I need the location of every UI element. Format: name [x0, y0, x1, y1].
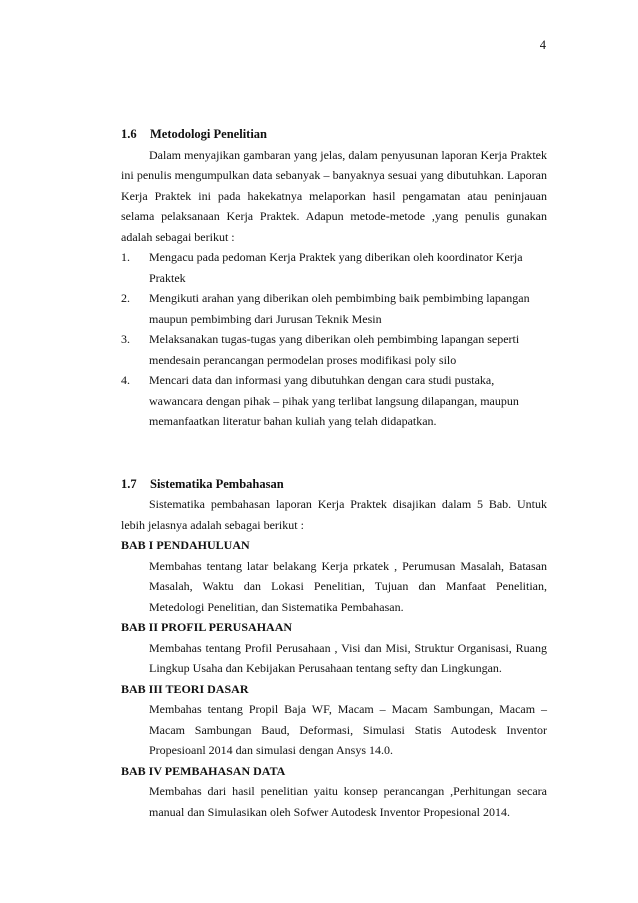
methodology-list — [121, 247, 547, 432]
page-number: 4 — [539, 38, 546, 52]
list-item — [121, 247, 547, 288]
chapter-title: BAB IV PEMBAHASAN DATA — [121, 763, 286, 778]
list-item-text: Mencari data dan informasi yang dibutuhkan dengan cara studi pustaka, wawancara dengan pihak – pihak yang terlibat langsung dilapangan, maupun memanfaatkan literatur bahan kuliah yang telah didapatkan. — [149, 373, 519, 428]
chapter-title: BAB III TEORI DASAR — [121, 681, 249, 696]
section-1-7-intro: Sistematika pembahasan laporan Kerja Praktek disajikan dalam 5 Bab. Untuk lebih jelasnya adalah sebagai berikut : — [121, 497, 547, 532]
chapter-description: Membahas tentang latar belakang Kerja prkatek , Perumusan Masalah, Batasan Masalah, Waktu dan Lokasi Penelitian, Tujuan dan Manfaat Penelitian, Metedologi Penelitian, dan Sistematika Pembahasan. — [149, 558, 547, 614]
section-number: 1.7 — [121, 476, 137, 491]
chapter-title: BAB II PROFIL PERUSAHAAN — [121, 620, 293, 634]
list-marker: 1. — [121, 250, 130, 264]
list-item-text: Mengikuti arahan yang diberikan oleh pembimbing baik pembimbing lapangan maupun pembimbing dari Jurusan Teknik Mesin — [149, 291, 530, 326]
list-marker: 3. — [121, 332, 130, 346]
chapter-list — [121, 535, 547, 822]
section-title: Sistematika Pembahasan — [150, 476, 284, 491]
chapter-description: Membahas tentang Propil Baja WF, Macam – Macam Sambungan, Macam – Macam Sambungan Baud, Deformasi, Simulasi Statis Autodesk Inventor Propesioanl 2014 dan simulasi dengan Ansys 14.0. — [149, 702, 547, 757]
section-spacer — [121, 432, 547, 474]
section-heading-1-7 — [121, 474, 547, 495]
chapter-title: BAB I PENDAHULUAN — [121, 538, 250, 552]
list-item — [121, 329, 547, 370]
section-1-6-intro: Dalam menyajikan gambaran yang jelas, dalam penyusunan laporan Kerja Praktek ini penulis mengumpulkan data sebanyak – banyaknya sesuai yang dibutuhkan. Laporan Kerja Praktek ini pada hakekatnya melaporkan hasil pengamatan atau peninjauan selama pelaksanaan Kerja Praktek. Adapun metode-metode ,yang penulis gunakan adalah sebagai berikut : — [121, 147, 547, 244]
section-title: Metodologi Penelitian — [150, 127, 267, 141]
list-item — [121, 370, 547, 432]
section-number: 1.6 — [121, 127, 137, 141]
section-heading-1-6 — [121, 124, 547, 145]
list-marker: 4. — [121, 373, 130, 387]
chapter-description: Membahas tentang Profil Perusahaan , Visi dan Misi, Struktur Organisasi, Ruang Lingkup Usaha dan Kebijakan Perusahaan tentang sefty dan Lingkungan. — [149, 640, 547, 675]
chapter-description: Membahas dari hasil penelitian yaitu konsep perancangan ,Perhitungan secara manual dan Simulasikan oleh Sofwer Autodesk Inventor Propesional 2014. — [149, 784, 547, 819]
list-marker: 2. — [121, 291, 130, 305]
list-item — [121, 288, 547, 329]
list-item-text: Melaksanakan tugas-tugas yang diberikan oleh pembimbing lapangan seperti mendesain perancangan permodelan proses modifikasi poly silo — [149, 332, 520, 367]
page-content — [121, 124, 547, 822]
list-item-text: Mengacu pada pedoman Kerja Praktek yang diberikan oleh koordinator Kerja Praktek — [149, 250, 523, 285]
